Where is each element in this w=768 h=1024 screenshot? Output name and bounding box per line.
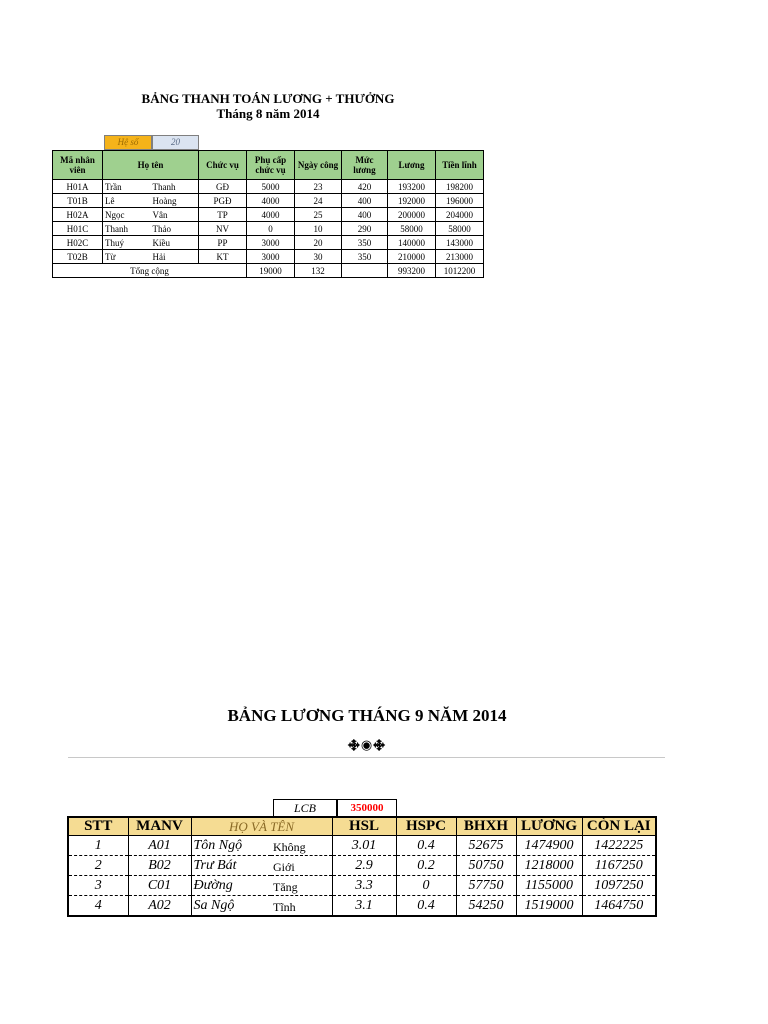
cell-ngay-cong[interactable]: 24 bbox=[295, 194, 342, 208]
cell-chuc-vu[interactable]: PP bbox=[199, 236, 247, 250]
cell-muc-luong[interactable]: 420 bbox=[342, 180, 388, 194]
header-hsl: HSL bbox=[332, 817, 396, 836]
table1-title: BẢNG THANH TOÁN LƯƠNG + THƯỞNG bbox=[141, 91, 395, 106]
cell-muc-luong[interactable]: 400 bbox=[342, 194, 388, 208]
cell-ten[interactable]: Tăng bbox=[271, 876, 332, 896]
cell-hspc[interactable]: 0.2 bbox=[396, 856, 456, 876]
table-row bbox=[53, 250, 484, 264]
header-con-lai: CÒN LẠI bbox=[582, 817, 656, 836]
cell-ho[interactable]: Sa Ngộ bbox=[191, 896, 271, 917]
salary-table-september bbox=[67, 816, 657, 917]
table1-subtitle: Tháng 8 năm 2014 bbox=[216, 106, 320, 121]
cell-luong[interactable]: 1218000 bbox=[516, 856, 582, 876]
header-stt: STT bbox=[68, 817, 128, 836]
cell-tien-linh[interactable]: 198200 bbox=[436, 180, 484, 194]
cell-muc-luong[interactable]: 290 bbox=[342, 222, 388, 236]
cell-hspc[interactable]: 0 bbox=[396, 876, 456, 896]
total-phu-cap[interactable]: 19000 bbox=[247, 264, 295, 278]
total-muc-luong[interactable] bbox=[342, 264, 388, 278]
cell-con-lai[interactable]: 1464750 bbox=[582, 896, 656, 917]
cell-ten[interactable]: Hoàng bbox=[151, 194, 199, 208]
cell-ten[interactable]: Không bbox=[271, 836, 332, 856]
cell-tien-linh[interactable]: 204000 bbox=[436, 208, 484, 222]
cell-phu-cap[interactable]: 4000 bbox=[247, 208, 295, 222]
header-phu-cap: Phụ cấp chức vụ bbox=[247, 151, 295, 180]
table1-header-row bbox=[53, 151, 484, 180]
cell-ho[interactable]: Ngọc bbox=[103, 208, 151, 222]
cell-luong[interactable]: 193200 bbox=[388, 180, 436, 194]
cell-ho[interactable]: Thanh bbox=[103, 222, 151, 236]
cell-bhxh[interactable]: 57750 bbox=[456, 876, 516, 896]
cell-muc-luong[interactable]: 350 bbox=[342, 236, 388, 250]
cell-muc-luong[interactable]: 400 bbox=[342, 208, 388, 222]
cell-luong[interactable]: 210000 bbox=[388, 250, 436, 264]
table-row bbox=[53, 194, 484, 208]
cell-ten[interactable]: Giới bbox=[271, 856, 332, 876]
cell-stt[interactable]: 4 bbox=[68, 896, 128, 917]
header-ho-ten: Họ tên bbox=[103, 151, 199, 180]
total-label: Tổng cộng bbox=[53, 264, 247, 278]
cell-ngay-cong[interactable]: 10 bbox=[295, 222, 342, 236]
salary-table-august bbox=[52, 150, 484, 278]
cell-luong[interactable]: 140000 bbox=[388, 236, 436, 250]
cell-manv[interactable]: B02 bbox=[128, 856, 191, 876]
table-row bbox=[53, 236, 484, 250]
cell-hspc[interactable]: 0.4 bbox=[396, 896, 456, 917]
cell-tien-linh[interactable]: 58000 bbox=[436, 222, 484, 236]
cell-ma[interactable]: H01C bbox=[53, 222, 103, 236]
cell-ten[interactable]: Tĩnh bbox=[271, 896, 332, 917]
cell-manv[interactable]: C01 bbox=[128, 876, 191, 896]
header-ho-va-ten: HỌ VÀ TÊN bbox=[191, 817, 332, 836]
cell-luong[interactable]: 1155000 bbox=[516, 876, 582, 896]
cell-ngay-cong[interactable]: 25 bbox=[295, 208, 342, 222]
cell-con-lai[interactable]: 1167250 bbox=[582, 856, 656, 876]
cell-stt[interactable]: 2 bbox=[68, 856, 128, 876]
table2-title: BẢNG LƯƠNG THÁNG 9 NĂM 2014 bbox=[227, 706, 507, 725]
cell-ho[interactable]: Đường bbox=[191, 876, 271, 896]
cell-stt[interactable]: 1 bbox=[68, 836, 128, 856]
cell-hsl[interactable]: 2.9 bbox=[332, 856, 396, 876]
lcb-label: LCB bbox=[273, 799, 337, 817]
header-luong: LƯƠNG bbox=[516, 817, 582, 836]
cell-bhxh[interactable]: 54250 bbox=[456, 896, 516, 917]
cell-luong[interactable]: 1474900 bbox=[516, 836, 582, 856]
cell-chuc-vu[interactable]: GĐ bbox=[199, 180, 247, 194]
cell-muc-luong[interactable]: 350 bbox=[342, 250, 388, 264]
cell-con-lai[interactable]: 1422225 bbox=[582, 836, 656, 856]
cell-ngay-cong[interactable]: 20 bbox=[295, 236, 342, 250]
cell-ho[interactable]: Trư Bát bbox=[191, 856, 271, 876]
header-chuc-vu: Chức vụ bbox=[199, 151, 247, 180]
cell-hspc[interactable]: 0.4 bbox=[396, 836, 456, 856]
lcb-value[interactable]: 350000 bbox=[337, 799, 397, 817]
cell-ma[interactable]: H01A bbox=[53, 180, 103, 194]
header-muc-luong: Mức lương bbox=[342, 151, 388, 180]
cell-tien-linh[interactable]: 143000 bbox=[436, 236, 484, 250]
header-tien-linh: Tiền lĩnh bbox=[436, 151, 484, 180]
ornament-divider: ࿇◉࿇ bbox=[347, 737, 387, 752]
total-tien-linh[interactable]: 1012200 bbox=[436, 264, 484, 278]
table-row bbox=[68, 876, 656, 896]
horizontal-rule bbox=[68, 757, 665, 758]
table-row bbox=[68, 836, 656, 856]
he-so-label: Hệ số bbox=[104, 135, 152, 150]
header-luong: Lương bbox=[388, 151, 436, 180]
table1-total-row bbox=[53, 264, 484, 278]
cell-hsl[interactable]: 3.1 bbox=[332, 896, 396, 917]
cell-ho[interactable]: Trần bbox=[103, 180, 151, 194]
total-ngay-cong[interactable]: 132 bbox=[295, 264, 342, 278]
cell-ma[interactable]: H02C bbox=[53, 236, 103, 250]
cell-ho[interactable]: Lê bbox=[103, 194, 151, 208]
he-so-value[interactable]: 20 bbox=[152, 135, 199, 150]
header-ngay-cong: Ngày công bbox=[295, 151, 342, 180]
header-bhxh: BHXH bbox=[456, 817, 516, 836]
cell-bhxh[interactable]: 52675 bbox=[456, 836, 516, 856]
cell-ho[interactable]: Thuý bbox=[103, 236, 151, 250]
cell-ten[interactable]: Hải bbox=[151, 250, 199, 264]
table-row bbox=[53, 180, 484, 194]
cell-tien-linh[interactable]: 213000 bbox=[436, 250, 484, 264]
table-row bbox=[68, 896, 656, 917]
cell-chuc-vu[interactable]: PGĐ bbox=[199, 194, 247, 208]
table-row bbox=[53, 222, 484, 236]
cell-ma[interactable]: H02A bbox=[53, 208, 103, 222]
header-hspc: HSPC bbox=[396, 817, 456, 836]
total-luong[interactable]: 993200 bbox=[388, 264, 436, 278]
cell-ngay-cong[interactable]: 23 bbox=[295, 180, 342, 194]
cell-tien-linh[interactable]: 196000 bbox=[436, 194, 484, 208]
cell-manv[interactable]: A02 bbox=[128, 896, 191, 917]
header-ma-nhan-vien: Mã nhân viên bbox=[53, 151, 103, 180]
cell-ten[interactable]: Kiều bbox=[151, 236, 199, 250]
cell-chuc-vu[interactable]: NV bbox=[199, 222, 247, 236]
cell-hsl[interactable]: 3.3 bbox=[332, 876, 396, 896]
cell-luong[interactable]: 1519000 bbox=[516, 896, 582, 917]
cell-luong[interactable]: 200000 bbox=[388, 208, 436, 222]
cell-stt[interactable]: 3 bbox=[68, 876, 128, 896]
cell-bhxh[interactable]: 50750 bbox=[456, 856, 516, 876]
cell-chuc-vu[interactable]: KT bbox=[199, 250, 247, 264]
table-row bbox=[53, 208, 484, 222]
cell-ngay-cong[interactable]: 30 bbox=[295, 250, 342, 264]
cell-con-lai[interactable]: 1097250 bbox=[582, 876, 656, 896]
cell-phu-cap[interactable]: 5000 bbox=[247, 180, 295, 194]
cell-ten[interactable]: Vân bbox=[151, 208, 199, 222]
header-manv: MANV bbox=[128, 817, 191, 836]
cell-ma[interactable]: T02B bbox=[53, 250, 103, 264]
cell-ten[interactable]: Thanh bbox=[151, 180, 199, 194]
cell-luong[interactable]: 58000 bbox=[388, 222, 436, 236]
cell-phu-cap[interactable]: 4000 bbox=[247, 194, 295, 208]
cell-ho[interactable]: Từ bbox=[103, 250, 151, 264]
cell-hsl[interactable]: 3.01 bbox=[332, 836, 396, 856]
cell-ten[interactable]: Thảo bbox=[151, 222, 199, 236]
table2-header-row bbox=[68, 817, 656, 836]
cell-phu-cap[interactable]: 3000 bbox=[247, 250, 295, 264]
cell-chuc-vu[interactable]: TP bbox=[199, 208, 247, 222]
cell-phu-cap[interactable]: 0 bbox=[247, 222, 295, 236]
cell-luong[interactable]: 192000 bbox=[388, 194, 436, 208]
cell-phu-cap[interactable]: 3000 bbox=[247, 236, 295, 250]
cell-manv[interactable]: A01 bbox=[128, 836, 191, 856]
cell-ma[interactable]: T01B bbox=[53, 194, 103, 208]
cell-ho[interactable]: Tôn Ngộ bbox=[191, 836, 271, 856]
table-row bbox=[68, 856, 656, 876]
